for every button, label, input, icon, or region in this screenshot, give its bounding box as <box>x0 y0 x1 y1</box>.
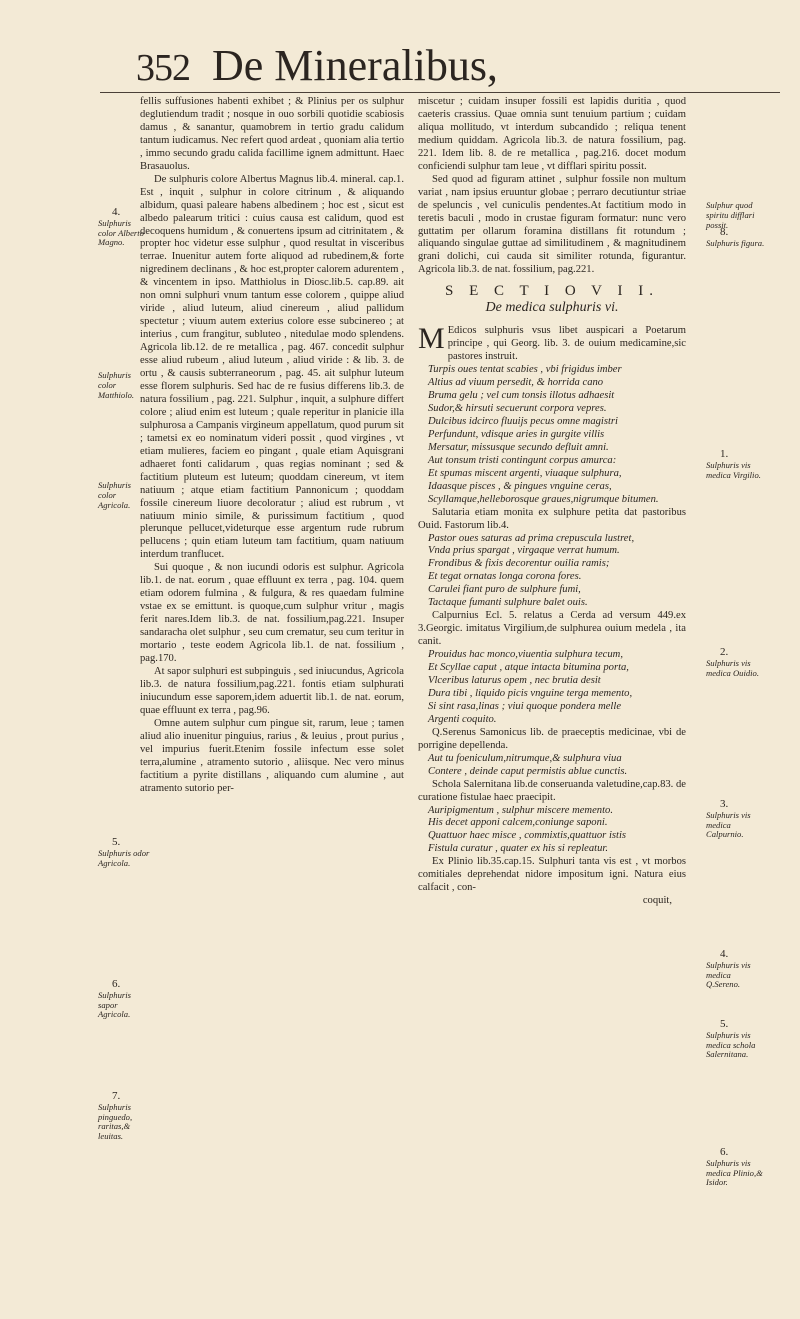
margin-note: 1. Sulphuris vis medica Virgilio. <box>706 448 761 480</box>
margin-note: 3. Sulphuris vis medica Calpurnio. <box>706 798 751 840</box>
paragraph: miscetur ; cuidam insuper fossili est lapidis duritia , quod caeteris crassius. Quae omnia sunt tenuium partium ; cuidam aliqua mollitudo, vt interdum subcandido ; reliqua tenent medium quiddam. Agricola lib.3. de natura fossilium, pag. 221. Idem lib. 8. de re metallica , pag.216. docet modum conficiendi sulphur tam leue , vt difflari spiritu possit. <box>418 96 686 172</box>
paragraph: Omne autem sulphur cum pingue sit, rarum, leue ; tamen aliud alio inuenitur pinguius, rarius , & leuius , prout purius , vel impurius fuerit.Etenim fossile infectum esse solet terra,alumine , atramento sutorio , aliisque. Nec vero minus factitium a pyrite distillans , aliquando cum alumine , aut atramento sutorio per- <box>140 717 404 794</box>
paragraph: At sapor sulphuri est subpinguis , sed iniucundus, Agricola lib.3. de natura fossilium,pag.221. fontis etiam sulphurati iniucundum esse saporem,idem aduertit lib.1. de nat. eorum, quae effluunt ex terra , pag.96. <box>140 665 404 716</box>
right-column <box>418 96 686 908</box>
verse-block: Prouidus hac monco,viuentia sulphura tecum, Et Scyllae caput , atque intacta bitumina porta, Vlceribus laturus opem , nec brutia desit Dura tibi , liquido picis vnguine terga memento, Si sint rasa,linas ; viui quoque pondera melle Argenti coquito. <box>428 649 633 725</box>
margin-note: 5. Sulphuris vis medica schola Salernitana. <box>706 1018 756 1060</box>
header-rule <box>100 92 780 93</box>
paragraph <box>418 322 686 364</box>
paragraph: Calpurnius Ecl. 5. relatus a Cerda ad versum 449.ex 3.Georgic. imitatus Virgilium,de sulphurea ouium medela , ita canit. <box>418 610 686 648</box>
margin-note: Sulphuris color Matthiolo. <box>98 370 135 400</box>
margin-note: 4. Sulphuris vis medica Q.Sereno. <box>706 948 751 990</box>
paragraph: fellis suffusiones habenti exhibet ; & Plinius per os sulphur deglutiendum tradit ; nosque in ouo sorbili quotidie scabiosis damus , & sanantur, quamobrem in tertio gradu calidum tantum iudicamus. Nec refert quod ardeat , quoniam alia tertio , immo secundo gradu calida facillime ignem admittunt. Haec Brasauolus. <box>140 96 404 172</box>
margin-note: 4. Sulphuris color Alberto Magno. <box>98 206 144 248</box>
verse-block: Turpis oues tentat scabies , vbi frigidus imber Altius ad viuum persedit, & horrida cano Bruma gelu ; vel cum tonsis illotus adhaesit Sudor,& hirsuti secuerunt corpora vepres. Dulcibus idcirco fluuijs pecus omne magistri Perfundunt, vdisque aries in gurgite villis Mersatur, missusque secundo defluit amni. Aut tonsum tristi contingunt corpus amurca: Et spumas miscent argenti, viuaque sulphura, Idaasque pisces , & pingues vnguine ceras, Scyllamque,helleborosque graues,nigrumque bitumen. <box>428 364 659 505</box>
paragraph-text: Edicos sulphuris vsus libet auspicari a Poetarum principe , qui Georg. lib. 3. de ouium medicamine,sic pastores instruit. <box>447 325 686 363</box>
drop-cap: M <box>418 322 445 356</box>
paragraph: Salutaria etiam monita ex sulphure petita dat pastoribus Ouid. Fastorum lib.4. <box>418 506 686 531</box>
running-title: De Mineralibus, <box>212 41 498 90</box>
verse-block: Aut tu foeniculum,nitrumque,& sulphura viua Contere , deinde caput permistis ablue cunctis. <box>428 752 628 777</box>
page-header <box>0 40 800 90</box>
margin-note: 8. Sulphuris figura. <box>706 226 765 248</box>
margin-note: Sulphur quod spiritu difflari possit. <box>706 200 755 230</box>
paragraph: De sulphuris colore Albertus Magnus lib.4. mineral. cap.1. Est , inquit , sulphur in colore citrinum , & aliquando albidum, quasi paleare habens albedinem ; hoc est , sicut est albedo palearum tritici : cuius causa est calidum, quod est decoquens humidum , & conuertens ipsum ad citrinitatem , & propter hoc videtur esse sulphur , quod resultat in visceribus terrae. Inuenitur autem forte aliquod ad rubedinem,& forte nigredinem declinans , & hoc est,propter calorem adurentem , & vincentem in ipso. Matthiolus in Diosc.lib.5. cap.89. ait non omni sulphuri vnum tantum esse colorem , quippe aliud viride , aliud luteum, aliud cinereum , aliud pallidum spectetur ; viuum autem exterius colore esse subcinereo ; at interius , cum frangitur, subluteo , nitedulae modo splendens. Agricola lib.12. de re metallica , pag. 467. concedit sulphur esse aliud rubeum , aliud luteum , aliud viride : & lib. 3. de ortu , & causis subterraneorum , pag. 45. ait sulphur luteum esse florem sulphuris. Sed hac de re fusius differens lib.3. de natura fossilium , pag. 221. Sulphur , inquit, a sulphure differt colore ; aliud enim est luteum ; quale reperitur in planicie illa sulphurosa a Campanis virgineum appellatum, quod purum sit ; tametsi ex eo nominatum videri possit , quod virgines , vt etiam mulieres, faciem eo pingant , quale etiam Aquisgrani adhaeret fonti calidarum , quas regias nominant ; sed & factitium pluteum est luteum; quoddam cinereum, vt item natiuum ; atque etiam factitium Pannonicum ; quoddam fossile cinereum liuore decoloratur ; aliud est rubrum , vt natiuum minio simile, & purissimum factitium , quod plerunque pellucet,videturque esse argentum rude rubrum pellucens ; quin etiam luteum tam factitium, quam natiuum interdum tranflucet. <box>140 173 404 561</box>
margin-note: Sulphuris color Agricola. <box>98 480 131 510</box>
section-title: S E C T I O V I I. <box>445 283 659 300</box>
margin-note: 2. Sulphuris vis medica Ouidio. <box>706 646 759 678</box>
catchword: coquit, <box>642 895 672 907</box>
paragraph: Schola Salernitana lib.de conseruanda valetudine,cap.83. de curatione fistulae haec praecipit. <box>418 778 686 803</box>
paragraph: Ex Plinio lib.35.cap.15. Sulphuri tanta vis est , vt morbos comitiales deprehendat nidore impositum igni. Natura eius calfacit , con- <box>418 856 686 894</box>
verse-block: Auripigmentum , sulphur miscere memento. His decet apponi calcem,coniunge saponi. Quattuor haec misce , commixtis,quattuor istis Fistula curatur , quater ex his si repleatur. <box>428 804 627 855</box>
paragraph: Q.Serenus Samonicus lib. de praeceptis medicinae, vbi de porrigine depellenda. <box>418 726 686 751</box>
margin-note: 5. Sulphuris odor Agricola. <box>98 836 150 868</box>
margin-note: 6. Sulphuris vis medica Plinio,& Isidor. <box>706 1146 763 1188</box>
margin-note: 6. Sulphuris sapor Agricola. <box>98 978 131 1020</box>
verse-block: Pastor oues saturas ad prima crepuscula lustret, Vnda prius spargat , virgaque verrat humum. Frondibus & fixis decorentur ouilia ramis; Et tegat ornatas longa corona fores. Carulei fiant puro de sulphure fumi, Tactaque fumanti sulphure balet ouis. <box>428 532 635 609</box>
left-column <box>140 96 404 795</box>
section-subtitle: De medica sulphuris vi. <box>485 300 619 316</box>
margin-note: 7. Sulphuris pinguedo, raritas,& leuitas. <box>98 1090 133 1142</box>
page-number: 352 <box>136 47 190 89</box>
paragraph: Sui quoque , & non iucundi odoris est sulphur. Agricola lib.1. de nat. eorum , quae effluunt ex terra , pag. 104. quem etiam odorem fulmina , & fulgura, & res quaedam fulmine vstae ex se emittunt. is quoque,cum sulphur vritur , magis ferit nares.Idem lib.3. de nat. fossilium,pag.221. Insuper sandaracha olet sulphur , seu cum crematur, seu cum teritur in mortario , teste eodem Agricola lib.1. de nat. fossilium , pag.170. <box>140 562 404 664</box>
paragraph: Sed quod ad figuram attinet , sulphur fossile non multum variat , nam ipsius eruuntur globae ; perraro decutiuntur striae de speluncis , vel cuniculis pendentes.At factitium modo in teretis baculi , modo in crustae figuram formatur: nunc vero guttatim per ollarum foramina distillans fit rotundum ; aliquando singulae guttae ad similitudinem , & magnitudinem grani dolichi, cui cauda sit similiter rotunda, figurantur. Agricola lib.3. de nat. fossilium, pag.221. <box>418 173 686 276</box>
